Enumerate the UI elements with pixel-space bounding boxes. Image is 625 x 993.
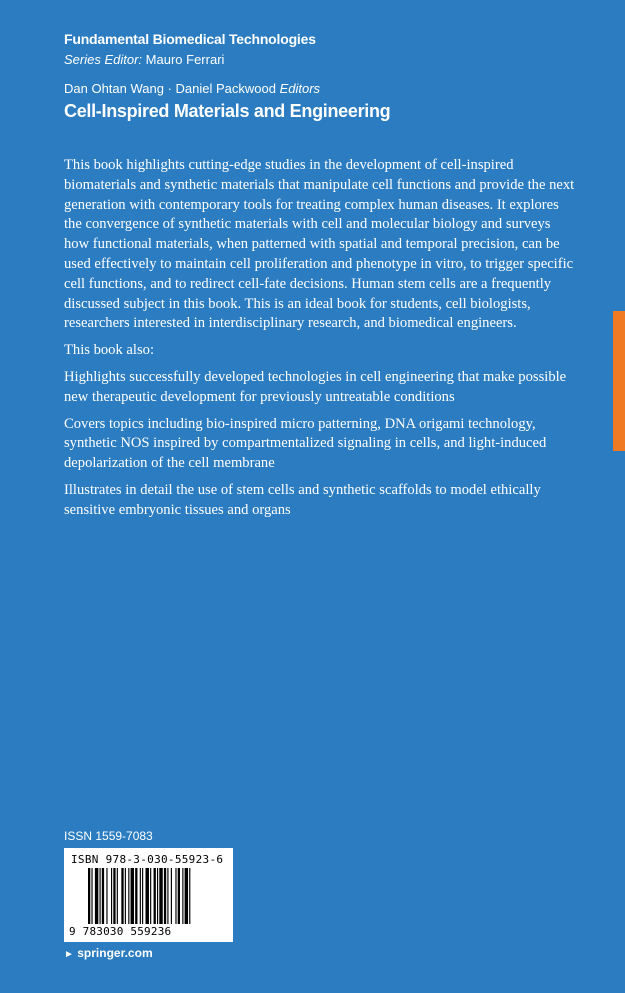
series-editor-label: Series Editor: (64, 52, 143, 67)
book-title: Cell-Inspired Materials and Engineering (64, 101, 391, 121)
blurb-line: the convergence of synthetic materials with cell and molecular biology and surveys (64, 216, 551, 233)
blurb-bullet (64, 481, 576, 521)
publisher-site: springer.com (77, 946, 153, 960)
blurb-line: depolarization of the cell membrane (64, 455, 275, 472)
blurb-also-label: This book also: (64, 342, 154, 359)
series-title: Fundamental Biomedical Technologies (64, 31, 316, 47)
blurb-line: synthetic NOS inspired by compartmentalized signaling in cells, and light-induced (64, 435, 547, 452)
series-editor-name: Mauro Ferrari (145, 52, 225, 67)
blurb-line: discussed subject in this book. This is an ideal book for students, cell biologists, (64, 295, 531, 312)
blurb-line: cell functions, and to redirect cell-fate decisions. Human stem cells are a frequently (64, 275, 552, 292)
blurb-line: researchers interested in interdisciplinary research, and biomedical engineers. (64, 315, 517, 332)
blurb-line: new therapeutic development for previously untreatable conditions (64, 388, 455, 405)
isbn-barcode (64, 848, 233, 942)
blurb-bullet (64, 415, 576, 474)
blurb-line: used effectively to maintain cell proliferation and phenotype in vitro, to trigger specific (64, 255, 574, 272)
blurb-line: generation with contemporary tools for treating complex human diseases. It explores (64, 196, 559, 213)
barcode-bars (88, 868, 226, 924)
book-editors (64, 81, 320, 96)
barcode-digits: 9 783030 559236 (69, 925, 172, 938)
blurb-line: sensitive embryonic tissues and organs (64, 501, 291, 518)
issn-label: ISSN 1559-7083 (64, 829, 153, 843)
blurb-line: Highlights successfully developed technologies in cell engineering that make possible (64, 368, 567, 385)
blurb-line: Covers topics including bio-inspired micro patterning, DNA origami technology, (64, 415, 536, 432)
blurb-line: biomaterials and synthetic materials that manipulate cell functions and provide the next (64, 176, 575, 193)
arrow-icon: ► (64, 949, 74, 960)
blurb-intro (64, 156, 576, 334)
series-editor (64, 52, 224, 67)
editors-label: Editors (279, 81, 321, 96)
back-cover-blurb (64, 156, 576, 521)
publisher-link[interactable] (64, 946, 153, 960)
editor-names: Dan Ohtan Wang · Daniel Packwood (64, 81, 276, 96)
isbn-text: ISBN 978-3-030-55923-6 (71, 853, 224, 866)
blurb-line: This book highlights cutting-edge studies in the development of cell-inspired (64, 157, 514, 173)
blurb-line: Illustrates in detail the use of stem cells and synthetic scaffolds to model ethically (64, 481, 541, 498)
orange-side-tab (613, 311, 625, 451)
blurb-line: how functional materials, when patterned with spatial and temporal precision, can be (64, 236, 560, 253)
blurb-bullet (64, 368, 576, 408)
